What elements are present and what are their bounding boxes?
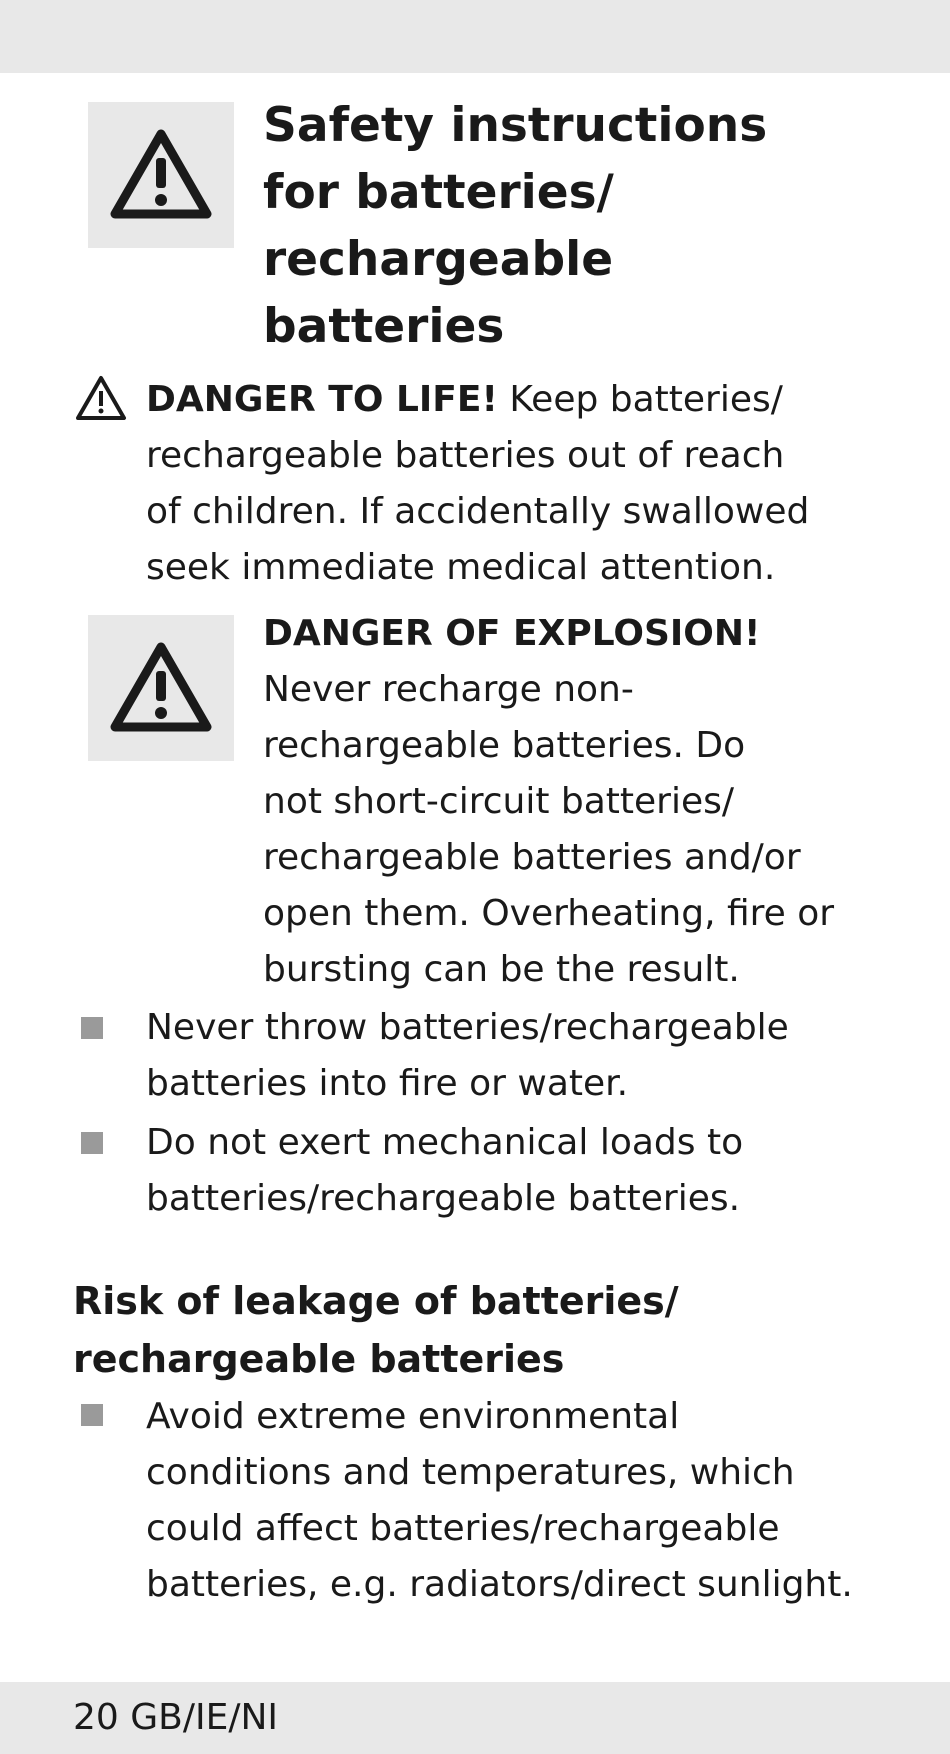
- warning-icon-box: [88, 102, 234, 248]
- bullet-text: batteries into fire or water.: [146, 1063, 629, 1104]
- danger-life-line: of children. If accidentally swallowed: [146, 491, 810, 532]
- bullet-text: batteries/rechargeable batteries.: [146, 1178, 741, 1219]
- header-band: [0, 0, 950, 73]
- danger-explosion-line: Never recharge non-: [263, 669, 634, 710]
- square-bullet-icon: [81, 1404, 103, 1426]
- bullet-text: could affect batteries/rechargeable: [146, 1508, 780, 1549]
- danger-life-label: DANGER TO LIFE!: [146, 379, 498, 420]
- bullet-text: batteries, e.g. radiators/direct sunlight.: [146, 1564, 853, 1605]
- bullet-text: Never throw batteries/rechargeable: [146, 1007, 789, 1048]
- bullet-text: Do not exert mechanical loads to: [146, 1122, 744, 1163]
- danger-life-line: rechargeable batteries out of reach: [146, 435, 785, 476]
- danger-life-text: Keep batteries/: [497, 379, 783, 420]
- section-title-line: for batteries/: [263, 165, 614, 220]
- danger-life-line: [146, 372, 783, 428]
- danger-explosion-line: not short-circuit batteries/: [263, 781, 735, 822]
- danger-explosion-label: DANGER OF EXPLOSION!: [263, 613, 761, 654]
- danger-explosion-line: bursting can be the result.: [263, 949, 740, 990]
- leakage-heading: Risk of leakage of batteries/: [73, 1279, 679, 1323]
- bullet-text: Avoid extreme environmental: [146, 1396, 680, 1437]
- section-title: [263, 92, 903, 360]
- danger-explosion-line: rechargeable batteries. Do: [263, 725, 746, 766]
- section-title-line: rechargeable: [263, 232, 614, 287]
- danger-explosion-line: rechargeable batteries and/or: [263, 837, 801, 878]
- warning-triangle-icon: [74, 374, 128, 422]
- square-bullet-icon: [81, 1017, 103, 1039]
- warning-triangle-icon: [107, 126, 215, 222]
- page-footer: 20 GB/IE/NI: [73, 1697, 279, 1738]
- square-bullet-icon: [81, 1132, 103, 1154]
- warning-triangle-icon: [107, 639, 215, 735]
- danger-life-line: seek immediate medical attention.: [146, 547, 776, 588]
- danger-explosion-line: open them. Overheating, fire or: [263, 893, 835, 934]
- warning-icon-box: [88, 615, 234, 761]
- section-title-line: Safety instructions: [263, 98, 768, 153]
- bullet-text: conditions and temperatures, which: [146, 1452, 795, 1493]
- section-title-line: batteries: [263, 299, 505, 354]
- leakage-heading: rechargeable batteries: [73, 1337, 565, 1381]
